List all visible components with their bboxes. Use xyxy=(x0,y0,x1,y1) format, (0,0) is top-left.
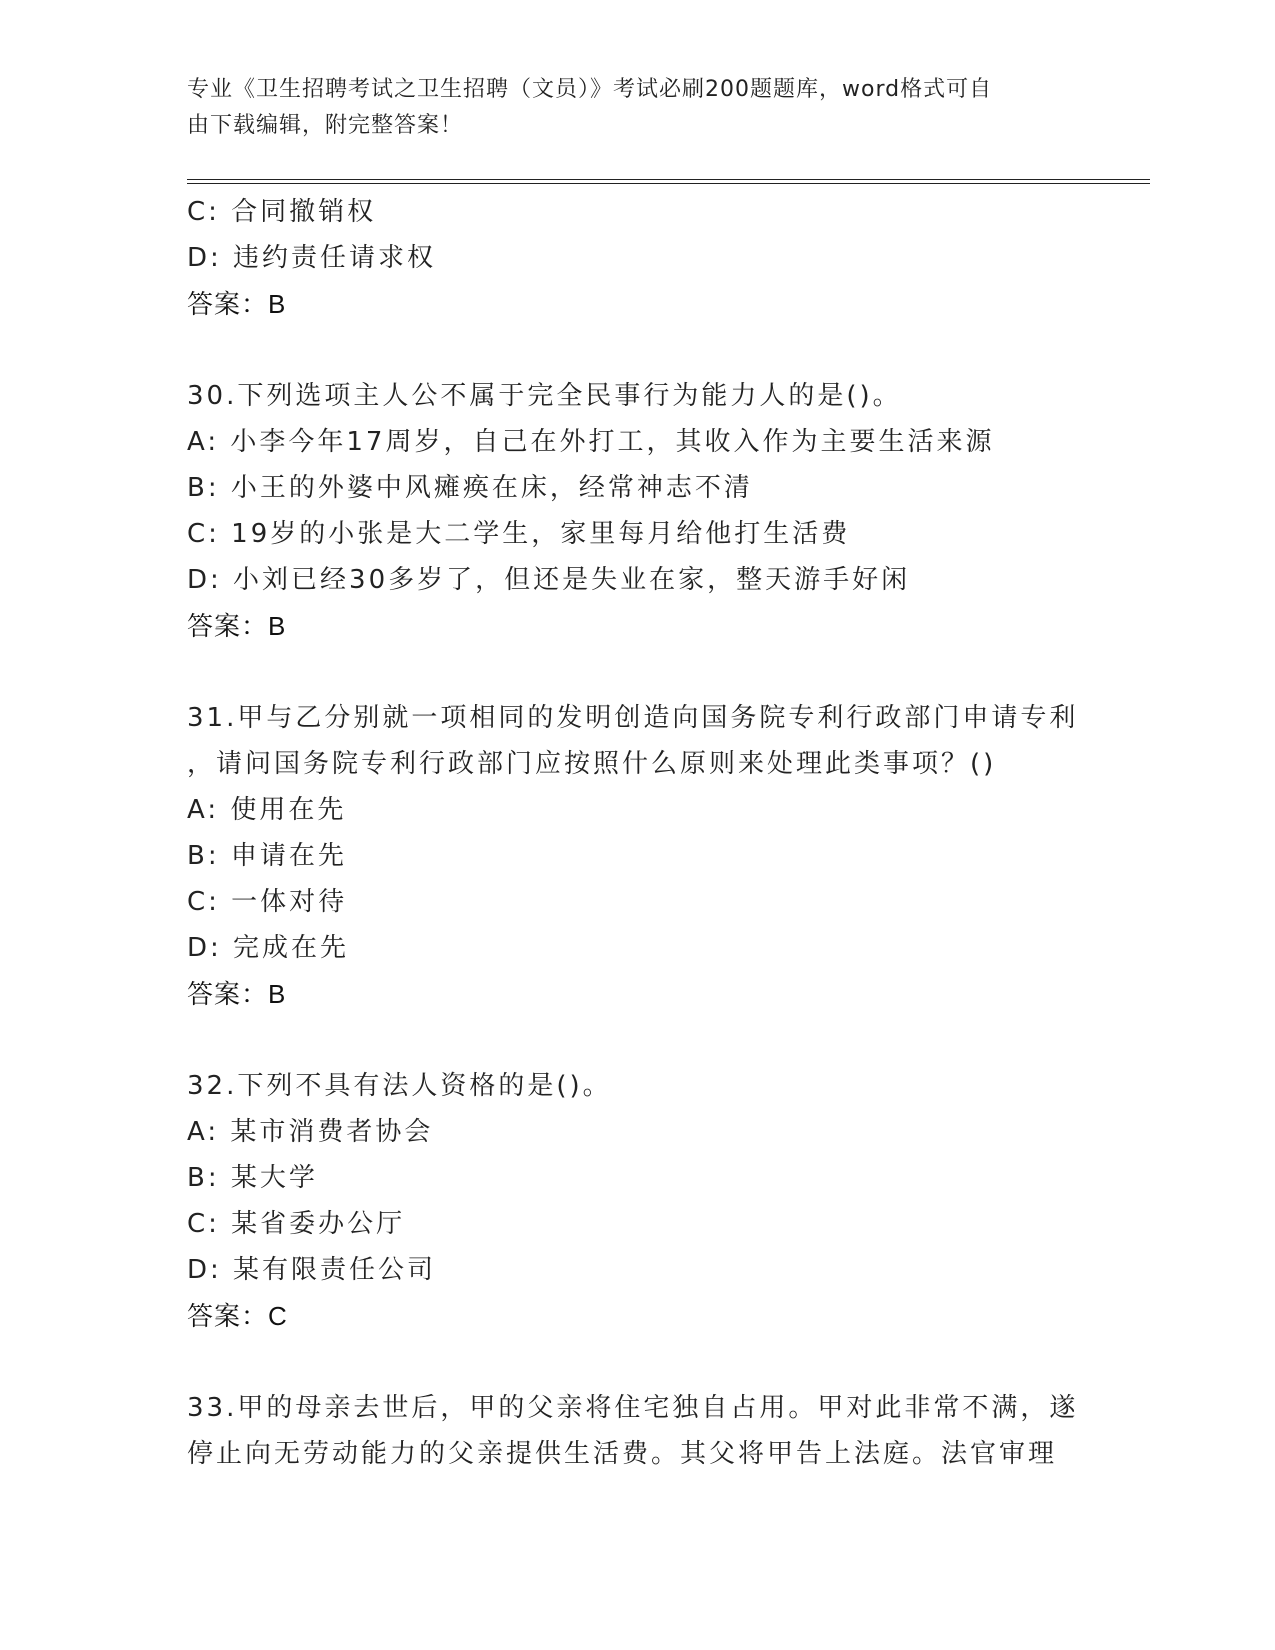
header-line-1: 专业《卫生招聘考试之卫生招聘（文员）》考试必刷200题题库，word格式可自 xyxy=(187,77,993,102)
question-29-tail xyxy=(187,189,1087,327)
header-divider-bottom xyxy=(187,183,1150,184)
option-d: D: 某有限责任公司 xyxy=(187,1255,437,1285)
option-c: C: 合同撤销权 xyxy=(187,197,377,227)
spacer xyxy=(187,1017,1087,1063)
question-stem: 30.下列选项主人公不属于完全民事行为能力人的是()。 xyxy=(187,381,902,411)
header-line-2: 由下载编辑，附完整答案！ xyxy=(187,113,464,138)
question-30 xyxy=(187,373,1087,649)
answer-line: 答案：B xyxy=(187,289,287,319)
option-c: C: 某省委办公厅 xyxy=(187,1209,406,1239)
option-a: A: 小李今年17周岁，自己在外打工，其收入作为主要生活来源 xyxy=(187,427,995,457)
question-33 xyxy=(187,1385,1087,1477)
question-list xyxy=(187,189,1087,1477)
option-d: D: 完成在先 xyxy=(187,933,350,963)
question-stem-line-1: 33.甲的母亲去世后，甲的父亲将住宅独自占用。甲对此非常不满，遂 xyxy=(187,1393,1079,1423)
header-divider-top xyxy=(187,179,1150,180)
spacer xyxy=(187,649,1087,695)
question-stem-line-1: 31.甲与乙分别就一项相同的发明创造向国务院专利行政部门申请专利 xyxy=(187,703,1079,733)
answer-line: 答案：B xyxy=(187,979,287,1009)
document-header xyxy=(187,72,1067,144)
option-d: D: 违约责任请求权 xyxy=(187,243,437,273)
answer-line: 答案：B xyxy=(187,611,287,641)
option-a: A: 使用在先 xyxy=(187,795,347,825)
option-c: C: 19岁的小张是大二学生，家里每月给他打生活费 xyxy=(187,519,851,549)
question-32 xyxy=(187,1063,1087,1339)
question-stem: 32.下列不具有法人资格的是()。 xyxy=(187,1071,612,1101)
question-31 xyxy=(187,695,1087,1017)
option-b: B: 某大学 xyxy=(187,1163,318,1193)
option-d: D: 小刘已经30多岁了，但还是失业在家，整天游手好闲 xyxy=(187,565,911,595)
option-b: B: 小王的外婆中风瘫痪在床，经常神志不清 xyxy=(187,473,753,503)
answer-line: 答案：C xyxy=(187,1301,288,1331)
option-c: C: 一体对待 xyxy=(187,887,348,917)
option-b: B: 申请在先 xyxy=(187,841,347,871)
question-stem-line-2: ，请问国务院专利行政部门应按照什么原则来处理此类事项？() xyxy=(187,749,997,779)
question-stem-line-2: 停止向无劳动能力的父亲提供生活费。其父将甲告上法庭。法官审理 xyxy=(187,1439,1058,1469)
spacer xyxy=(187,327,1087,373)
option-a: A: 某市消费者协会 xyxy=(187,1117,434,1147)
spacer xyxy=(187,1339,1087,1385)
